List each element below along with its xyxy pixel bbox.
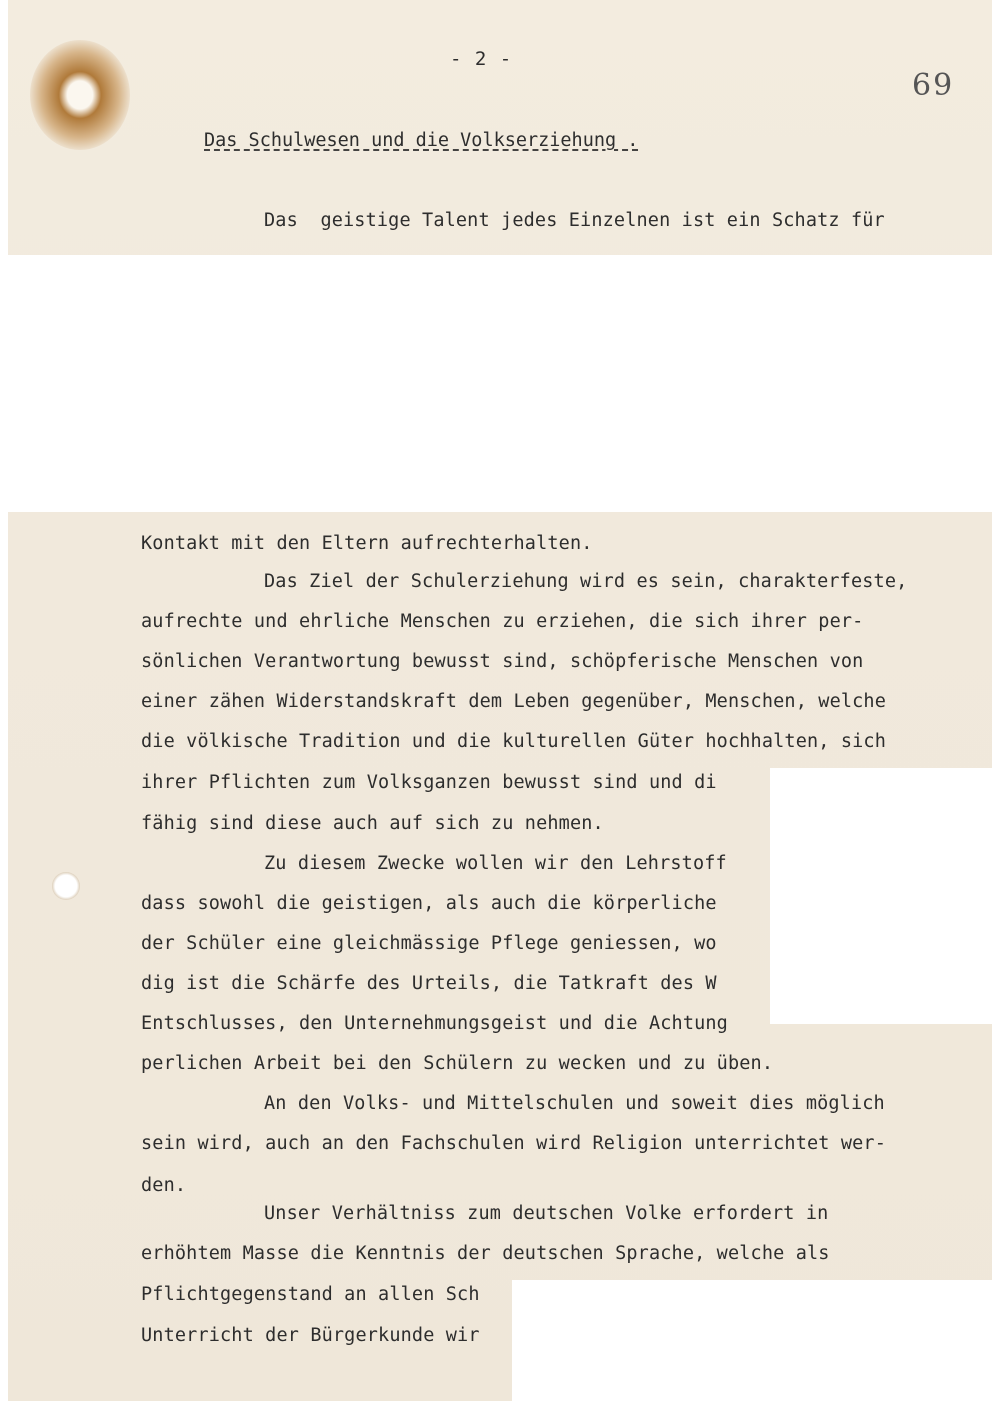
text-line: die völkische Tradition und die kulturellen Güter hochhalten, sich xyxy=(141,731,887,752)
text-line: einer zähen Widerstandskraft dem Leben gegenüber, Menschen, welche xyxy=(141,691,887,712)
section-title: Das Schulwesen und die Volkserziehung . xyxy=(204,130,639,151)
text-line: den. xyxy=(141,1175,187,1196)
redaction-block xyxy=(512,1280,1000,1401)
text-line: Kontakt mit den Eltern aufrechterhalten. xyxy=(141,533,593,554)
text-line: Pflichtgegenstand an allen Sch xyxy=(141,1284,480,1305)
text-line: Das Ziel der Schulerziehung wird es sein, charakterfeste, xyxy=(264,571,908,592)
text-line: Unterricht der Bürgerkunde wir xyxy=(141,1325,480,1346)
text-line: erhöhtem Masse die Kenntnis der deutschen Sprache, welche als xyxy=(141,1243,830,1264)
text-line: Unser Verhältniss zum deutschen Volke erfordert in xyxy=(264,1203,829,1224)
punch-hole xyxy=(52,872,80,900)
burn-mark xyxy=(30,40,130,150)
text-line: An den Volks- und Mittelschulen und soweit dies möglich xyxy=(264,1093,885,1114)
redaction-block xyxy=(770,768,1000,1024)
text-line: sönlichen Verantwortung bewusst sind, schöpferische Menschen von xyxy=(141,651,864,672)
text-line: ihrer Pflichten zum Volksganzen bewusst sind und di xyxy=(141,772,717,793)
archive-number: 69 xyxy=(912,68,955,103)
page-number: - 2 - xyxy=(450,48,513,70)
text-line: der Schüler eine gleichmässige Pflege geniessen, wo xyxy=(141,933,717,954)
text-line: fähig sind diese auch auf sich zu nehmen. xyxy=(141,813,604,834)
text-line: sein wird, auch an den Fachschulen wird Religion unterrichtet wer- xyxy=(141,1133,887,1154)
text-line: Entschlusses, den Unternehmungsgeist und die Achtung xyxy=(141,1013,728,1034)
text-line: dig ist die Schärfe des Urteils, die Tatkraft des W xyxy=(141,973,717,994)
missing-region xyxy=(0,255,1000,512)
text-line: dass sowohl die geistigen, als auch die körperliche xyxy=(141,893,717,914)
text-line: Das geistige Talent jedes Einzelnen ist ein Schatz für xyxy=(264,210,885,231)
text-line: Zu diesem Zwecke wollen wir den Lehrstoff xyxy=(264,853,727,874)
text-line: perlichen Arbeit bei den Schülern zu wecken und zu üben. xyxy=(141,1053,774,1074)
text-line: aufrechte und ehrliche Menschen zu erziehen, die sich ihrer per- xyxy=(141,611,864,632)
